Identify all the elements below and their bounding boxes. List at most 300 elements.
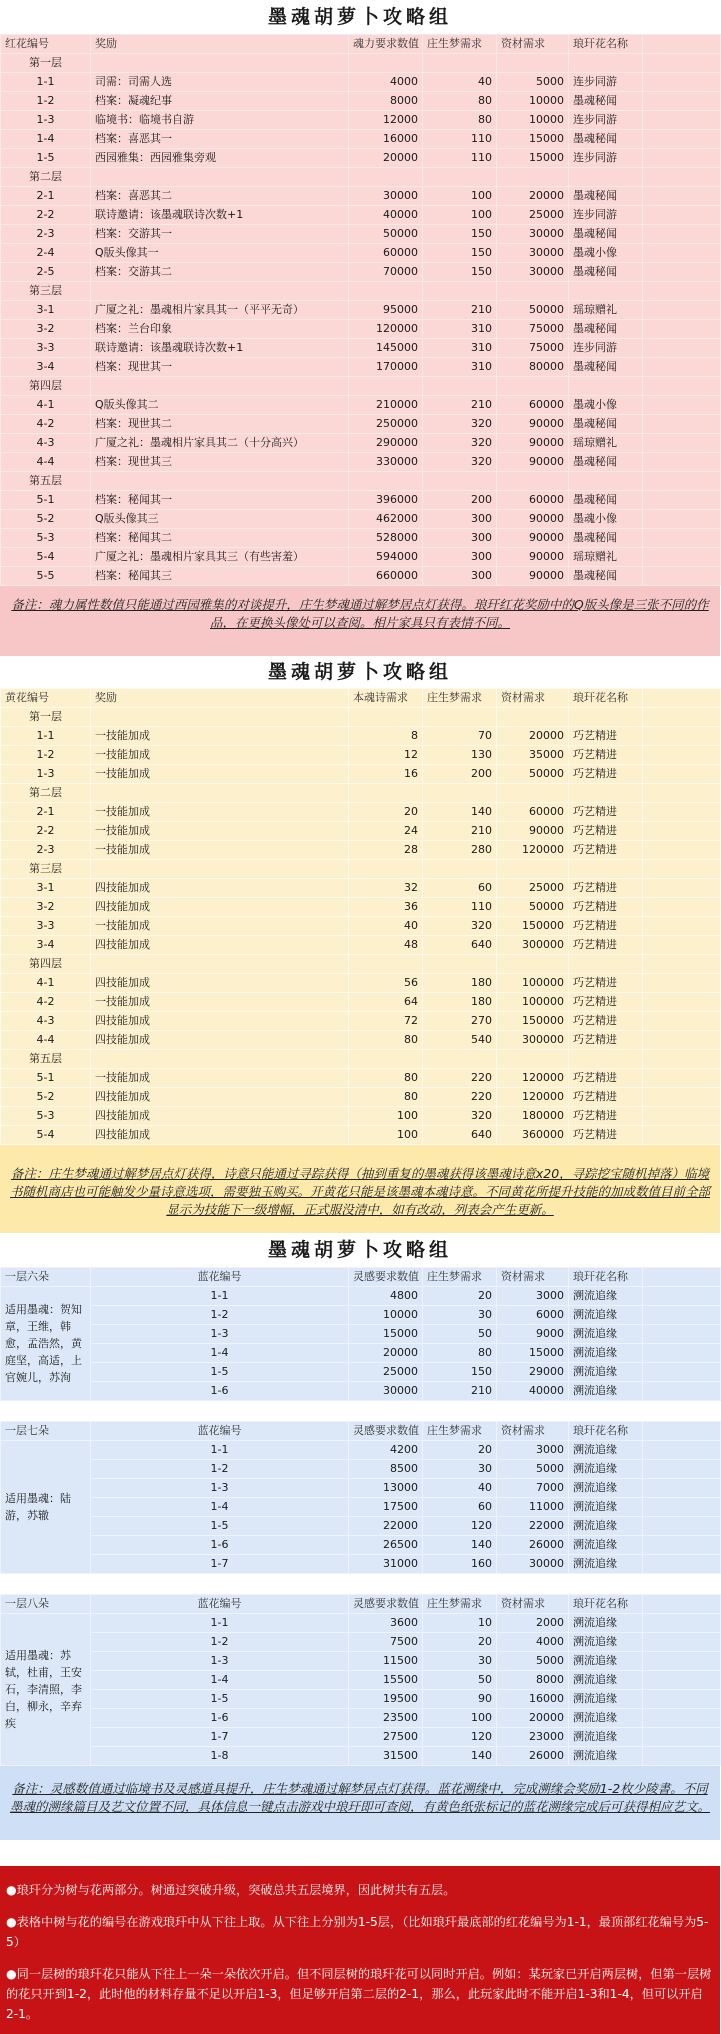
yellow-flower-name: 巧艺精进 [569,822,643,841]
yellow-blank [643,746,721,765]
red-floor-blank [349,282,423,301]
yellow-blank [643,841,721,860]
blue-header-row [1,1595,721,1614]
blue-group-table [0,1267,721,1401]
red-section-note: 备注：魂力属性数值只能通过西园雅集的对谈提升，庄生梦魂通过解梦居点灯获得。琅玕红花奖励中的Q版头像是三张不同的作品，在更换头像处可以查阅。相片家具只有表情不同。 [0,586,720,656]
yellow-dream: 270 [423,1012,497,1031]
red-floor-blank [91,168,349,187]
red-dream: 200 [423,491,497,510]
yellow-floor-blank [91,1050,349,1069]
yellow-material: 90000 [497,822,569,841]
info-section [0,1866,720,2034]
red-floor-blank [643,54,721,73]
yellow-dream: 180 [423,993,497,1012]
red-dream: 100 [423,187,497,206]
red-flower-name: 连步同游 [569,339,643,358]
yellow-table-row [1,917,721,936]
yellow-blank [643,727,721,746]
red-flower-id: 3-2 [1,320,91,339]
red-dream: 310 [423,320,497,339]
blue-material: 30000 [497,1555,569,1574]
yellow-reward: 四技能加成 [91,936,349,955]
yellow-value: 100 [349,1107,423,1126]
red-blank [643,529,721,548]
red-flower-name: 墨魂秘闻 [569,358,643,377]
yellow-material: 360000 [497,1126,569,1145]
blue-flower-name: 溯流追缘 [569,1614,643,1633]
yellow-floor-blank [423,1050,497,1069]
blue-blank [643,1306,721,1325]
blue-flower-id: 1-1 [91,1614,349,1633]
blue-header-material: 资材需求 [497,1422,569,1441]
blue-value: 10000 [349,1306,423,1325]
yellow-material: 100000 [497,993,569,1012]
red-flower-id: 4-4 [1,453,91,472]
red-floor-blank [349,472,423,491]
blue-dream: 20 [423,1441,497,1460]
red-dream: 150 [423,244,497,263]
blue-blank [643,1652,721,1671]
red-reward: 西园雅集：西园雅集旁观 [91,149,349,168]
red-floor-blank [91,54,349,73]
red-floor-blank [423,472,497,491]
blue-dream: 150 [423,1363,497,1382]
red-blank [643,206,721,225]
red-dream: 210 [423,396,497,415]
blue-value: 31000 [349,1555,423,1574]
yellow-value: 56 [349,974,423,993]
red-flower-id: 5-4 [1,548,91,567]
red-reward: 广厦之礼：墨魂相片家具其一（平平无奇） [91,301,349,320]
red-flower-name: 瑶琼赠礼 [569,301,643,320]
blue-table-row [1,1555,721,1574]
red-material: 10000 [497,92,569,111]
blue-value: 31500 [349,1747,423,1766]
red-material: 15000 [497,149,569,168]
info-paragraph-3: ●同一层树的琅玕花只能从下往上一朵一朵依次开启。但不同层树的琅玕花可以同时开启。例如：某玩家已开启两层树，但第一层树的花只开到1-2，此时他的材料存量不足以开启1-3，但足够开启第二层的2-1，那么，此玩家此时不能开启1-3和1-4，但可以开启2-1。 [6,1967,712,2021]
red-blank [643,225,721,244]
yellow-floor-row [1,955,721,974]
yellow-table-row [1,1012,721,1031]
red-flower-name: 墨魂秘闻 [569,187,643,206]
yellow-flower-id: 3-1 [1,879,91,898]
yellow-floor-blank [643,708,721,727]
blue-blank [643,1614,721,1633]
blue-flower-name: 溯流追缘 [569,1728,643,1747]
yellow-value: 20 [349,803,423,822]
yellow-blank [643,1012,721,1031]
red-floor-blank [91,377,349,396]
red-blank [643,453,721,472]
yellow-value: 16 [349,765,423,784]
blue-value: 26500 [349,1536,423,1555]
blue-table-row [1,1498,721,1517]
yellow-floor-blank [643,955,721,974]
red-table-row [1,149,721,168]
yellow-floor-label: 第二层 [1,784,91,803]
red-dream: 320 [423,415,497,434]
red-dream: 320 [423,453,497,472]
red-flower-id: 2-5 [1,263,91,282]
red-value: 290000 [349,434,423,453]
yellow-blank [643,1088,721,1107]
blue-flower-name: 溯流追缘 [569,1517,643,1536]
blue-header-row [1,1268,721,1287]
yellow-value: 64 [349,993,423,1012]
red-floor-blank [569,168,643,187]
blue-dream: 50 [423,1671,497,1690]
blue-header-value: 灵感要求数值 [349,1595,423,1614]
red-reward: Q版头像其三 [91,510,349,529]
yellow-material: 180000 [497,1107,569,1126]
yellow-reward: 一技能加成 [91,746,349,765]
yellow-floor-blank [91,955,349,974]
blue-header-value: 灵感要求数值 [349,1422,423,1441]
blue-floor-label: 一层七朵 [1,1422,91,1441]
blue-section-title: 墨魂胡萝卜攻略组 [0,1233,720,1267]
yellow-floor-row [1,1050,721,1069]
yellow-header-flower-name: 琅玕花名称 [569,689,643,708]
blue-dream: 120 [423,1517,497,1536]
blue-material: 7000 [497,1479,569,1498]
red-flower-name: 墨魂秘闻 [569,415,643,434]
yellow-table-row [1,1031,721,1050]
yellow-material: 150000 [497,917,569,936]
red-flower-name: 墨魂小像 [569,510,643,529]
yellow-blank [643,898,721,917]
blue-dream: 30 [423,1652,497,1671]
yellow-reward: 一技能加成 [91,765,349,784]
red-reward: 档案：秘闻其三 [91,567,349,586]
yellow-blank [643,1069,721,1088]
yellow-dream: 320 [423,1107,497,1126]
yellow-floor-blank [91,860,349,879]
red-table-row [1,510,721,529]
blue-header-flower-name: 琅玕花名称 [569,1422,643,1441]
yellow-dream: 200 [423,765,497,784]
red-floor-blank [91,282,349,301]
blue-dream: 20 [423,1287,497,1306]
yellow-floor-blank [569,955,643,974]
blue-header-material: 资材需求 [497,1595,569,1614]
yellow-value: 48 [349,936,423,955]
yellow-reward: 一技能加成 [91,803,349,822]
blue-value: 13000 [349,1479,423,1498]
red-floor-label: 第三层 [1,282,91,301]
red-value: 462000 [349,510,423,529]
blue-flower-id: 1-6 [91,1536,349,1555]
red-blank [643,548,721,567]
blue-table-row [1,1287,721,1306]
red-table-row [1,187,721,206]
blue-material: 22000 [497,1517,569,1536]
red-value: 60000 [349,244,423,263]
blue-blank [643,1363,721,1382]
red-material: 10000 [497,111,569,130]
red-dream: 110 [423,130,497,149]
blue-blank [643,1287,721,1306]
blue-dream: 30 [423,1460,497,1479]
yellow-reward: 一技能加成 [91,727,349,746]
blue-header-material: 资材需求 [497,1268,569,1287]
blue-table-row [1,1325,721,1344]
yellow-table-row [1,746,721,765]
yellow-flower-id: 5-4 [1,1126,91,1145]
blue-blank [643,1460,721,1479]
red-material: 90000 [497,510,569,529]
red-table-row [1,567,721,586]
blue-group [0,1594,720,1766]
red-floor-blank [643,282,721,301]
blue-value: 30000 [349,1382,423,1401]
red-floor-blank [497,54,569,73]
yellow-flower-name: 巧艺精进 [569,879,643,898]
red-reward: 档案：喜恶其二 [91,187,349,206]
yellow-table-row [1,1126,721,1145]
blue-group-spacer [0,1401,720,1421]
blue-table-row [1,1728,721,1747]
blue-flower-id: 1-2 [91,1306,349,1325]
red-blank [643,92,721,111]
blue-blank [643,1517,721,1536]
blue-flower-groups [0,1267,720,1766]
blue-material: 8000 [497,1671,569,1690]
red-flower-name: 连步同游 [569,73,643,92]
blue-material: 20000 [497,1709,569,1728]
blue-flower-id: 1-2 [91,1460,349,1479]
yellow-floor-label: 第一层 [1,708,91,727]
red-flower-name: 连步同游 [569,206,643,225]
yellow-material: 100000 [497,974,569,993]
blue-material: 4000 [497,1633,569,1652]
red-reward: 档案：兰台印象 [91,320,349,339]
blue-flower-id: 1-8 [91,1747,349,1766]
blue-material: 23000 [497,1728,569,1747]
red-floor-blank [349,377,423,396]
yellow-flower-name: 巧艺精进 [569,974,643,993]
blue-blank [643,1747,721,1766]
blue-group [0,1267,720,1401]
yellow-flower-id: 1-3 [1,765,91,784]
yellow-floor-blank [91,784,349,803]
yellow-blank [643,993,721,1012]
red-value: 95000 [349,301,423,320]
red-header-dream: 庄生梦需求 [423,35,497,54]
yellow-flower-id: 4-3 [1,1012,91,1031]
red-material: 50000 [497,301,569,320]
blue-header-blank [643,1595,721,1614]
red-header-id: 红花编号 [1,35,91,54]
blue-material: 5000 [497,1652,569,1671]
blue-dream: 60 [423,1498,497,1517]
yellow-table-row [1,1107,721,1126]
yellow-floor-blank [423,860,497,879]
red-material: 75000 [497,320,569,339]
blue-header-id: 蓝花编号 [91,1595,349,1614]
red-reward: Q版头像其一 [91,244,349,263]
red-flower-id: 5-3 [1,529,91,548]
yellow-floor-blank [423,955,497,974]
blue-group [0,1421,720,1574]
yellow-reward: 四技能加成 [91,974,349,993]
yellow-material: 50000 [497,898,569,917]
red-flower-table [0,34,721,586]
red-reward: 档案：喜恶其一 [91,130,349,149]
yellow-dream: 210 [423,822,497,841]
blue-dream: 80 [423,1344,497,1363]
blue-table-row [1,1382,721,1401]
blue-blank [643,1536,721,1555]
red-blank [643,491,721,510]
blue-table-row [1,1747,721,1766]
blue-dream: 140 [423,1747,497,1766]
blue-flower-id: 1-3 [91,1479,349,1498]
yellow-floor-blank [569,860,643,879]
red-flower-name: 墨魂秘闻 [569,491,643,510]
red-value: 120000 [349,320,423,339]
blue-value: 8500 [349,1460,423,1479]
yellow-flower-id: 2-2 [1,822,91,841]
yellow-flower-id: 5-1 [1,1069,91,1088]
red-blank [643,149,721,168]
yellow-reward: 四技能加成 [91,1088,349,1107]
blue-applicable-ink-souls: 适用墨魂：苏轼，杜甫，王安石，李清照，李白，柳永，辛弃疾 [1,1614,91,1766]
blue-table-row [1,1460,721,1479]
blue-header-blank [643,1268,721,1287]
red-blank [643,263,721,282]
red-flower-id: 3-4 [1,358,91,377]
red-flower-id: 5-5 [1,567,91,586]
red-floor-blank [349,54,423,73]
yellow-flower-table [0,688,721,1145]
blue-floor-label: 一层八朵 [1,1595,91,1614]
yellow-table-row [1,898,721,917]
red-flower-id: 2-4 [1,244,91,263]
blue-blank [643,1498,721,1517]
red-floor-blank [569,282,643,301]
red-flower-name: 连步同游 [569,111,643,130]
blue-dream: 40 [423,1479,497,1498]
yellow-value: 28 [349,841,423,860]
yellow-floor-blank [349,708,423,727]
yellow-table-row [1,1088,721,1107]
yellow-reward: 四技能加成 [91,1107,349,1126]
red-material: 60000 [497,396,569,415]
blue-dream: 100 [423,1709,497,1728]
blue-value: 20000 [349,1344,423,1363]
yellow-header-blank [643,689,721,708]
yellow-floor-blank [497,860,569,879]
blue-dream: 160 [423,1555,497,1574]
red-table-row [1,301,721,320]
blue-value: 17500 [349,1498,423,1517]
red-value: 20000 [349,149,423,168]
blue-material: 5000 [497,1460,569,1479]
yellow-reward: 一技能加成 [91,822,349,841]
yellow-material: 300000 [497,936,569,955]
blue-dream: 120 [423,1728,497,1747]
red-header-reward: 奖励 [91,35,349,54]
red-floor-row [1,472,721,491]
red-value: 40000 [349,206,423,225]
red-value: 330000 [349,453,423,472]
yellow-reward: 一技能加成 [91,993,349,1012]
red-dream: 40 [423,73,497,92]
blue-flower-name: 溯流追缘 [569,1536,643,1555]
red-value: 50000 [349,225,423,244]
blue-material: 9000 [497,1325,569,1344]
red-header-row [1,35,721,54]
red-dream: 320 [423,434,497,453]
blue-material: 2000 [497,1614,569,1633]
yellow-value: 12 [349,746,423,765]
red-floor-blank [497,168,569,187]
blue-flower-section [0,1233,720,1866]
blue-table-row [1,1363,721,1382]
blue-dream: 140 [423,1536,497,1555]
blue-flower-id: 1-7 [91,1555,349,1574]
red-dream: 150 [423,225,497,244]
blue-blank [643,1441,721,1460]
red-blank [643,339,721,358]
yellow-flower-name: 巧艺精进 [569,1126,643,1145]
yellow-dream: 640 [423,1126,497,1145]
red-flower-id: 1-1 [1,73,91,92]
red-value: 70000 [349,263,423,282]
blue-flower-id: 1-6 [91,1382,349,1401]
yellow-material: 120000 [497,841,569,860]
blue-flower-id: 1-5 [91,1517,349,1536]
red-material: 20000 [497,187,569,206]
yellow-dream: 220 [423,1088,497,1107]
blue-flower-name: 溯流追缘 [569,1363,643,1382]
yellow-flower-name: 巧艺精进 [569,765,643,784]
red-value: 594000 [349,548,423,567]
yellow-blank [643,1031,721,1050]
yellow-material: 60000 [497,803,569,822]
yellow-reward: 一技能加成 [91,841,349,860]
blue-dream: 50 [423,1325,497,1344]
blank-strip [0,1840,720,1866]
red-dream: 80 [423,92,497,111]
red-flower-id: 3-3 [1,339,91,358]
red-table-row [1,434,721,453]
red-reward: 档案：现世其二 [91,415,349,434]
yellow-reward: 一技能加成 [91,1069,349,1088]
red-flower-name: 连步同游 [569,149,643,168]
yellow-flower-id: 2-3 [1,841,91,860]
blue-blank [643,1325,721,1344]
blue-flower-id: 1-1 [91,1441,349,1460]
blue-flower-name: 溯流追缘 [569,1498,643,1517]
yellow-flower-name: 巧艺精进 [569,898,643,917]
yellow-blank [643,936,721,955]
yellow-material: 50000 [497,765,569,784]
yellow-floor-blank [569,784,643,803]
red-value: 30000 [349,187,423,206]
red-material: 15000 [497,130,569,149]
yellow-flower-id: 3-4 [1,936,91,955]
red-blank [643,244,721,263]
yellow-floor-blank [497,708,569,727]
blue-flower-name: 溯流追缘 [569,1441,643,1460]
blue-flower-id: 1-5 [91,1690,349,1709]
red-table-row [1,491,721,510]
yellow-value: 80 [349,1069,423,1088]
blue-group-table [0,1421,721,1574]
red-flower-id: 1-2 [1,92,91,111]
red-floor-blank [423,168,497,187]
